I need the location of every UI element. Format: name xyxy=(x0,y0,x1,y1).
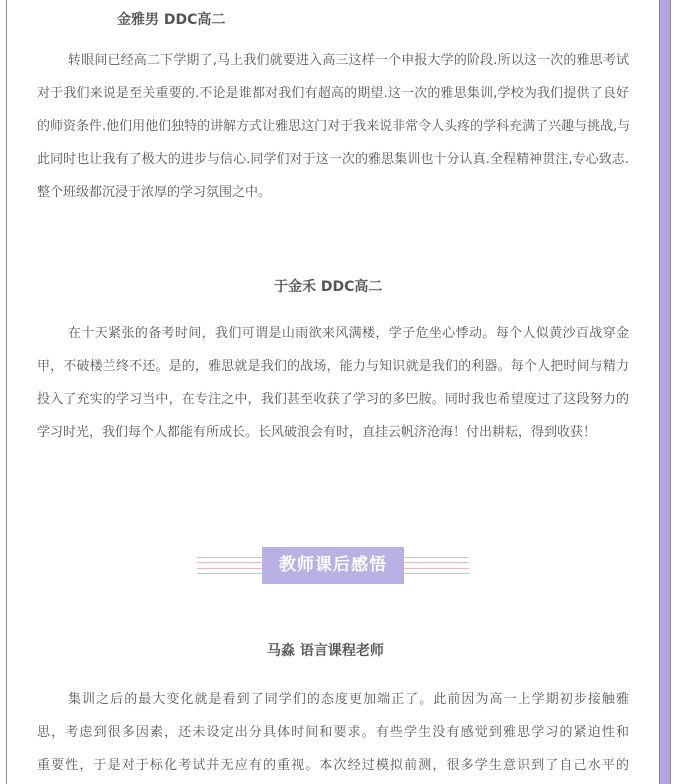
teacher-reflection xyxy=(37,683,629,782)
paragraph-line: 对于我们来说是至关重要的.不论是谁都对我们有超高的期望.这一次的雅思集训,学校为我们提供了良好 xyxy=(37,86,629,101)
teacher-section-banner xyxy=(197,547,469,584)
student-testimonial-1 xyxy=(37,44,629,209)
paragraph-line: 集训之后的最大变化就是看到了同学们的态度更加端正了。此前因为高一上学期初步接触雅 xyxy=(68,692,629,707)
student-testimonial-2 xyxy=(37,317,629,449)
teacher-heading: 马淼 语言课程老师 xyxy=(267,643,384,659)
paragraph-line: 投入了充实的学习当中，在专注之中，我们甚至收获了学习的多巴胺。同时我也希望度过了这段努力的 xyxy=(37,392,629,407)
paragraph-line: 学习时光，我们每个人都能有所成长。长风破浪会有时，直挂云帆济沧海！付出耕耘，得到收获！ xyxy=(37,425,597,440)
paragraph-line: 此同时也让我有了极大的进步与信心.同学们对于这一次的雅思集训也十分认真.全程精神贯注,专心致志. xyxy=(37,152,629,167)
paragraph-line: 在十天紧张的备考时间，我们可谓是山雨欲来风满楼，学子危坐心悸动。每个人似黄沙百战穿金 xyxy=(68,326,629,341)
paragraph-line: 甲，不破楼兰终不还。是的，雅思就是我们的战场，能力与知识就是我们的利器。每个人把时间与精力 xyxy=(37,359,629,374)
paragraph-line: 重要性，于是对于标化考试并无应有的重视。本次经过模拟前测，很多学生意识到了自己水平的 xyxy=(37,758,629,773)
paragraph-line: 转眼间已经高二下学期了,马上我们就要进入高三这样一个申报大学的阶段.所以这一次的雅思考试 xyxy=(68,53,629,68)
side-accent-bar xyxy=(660,0,671,784)
paragraph-line: 整个班级都沉浸于浓厚的学习氛围之中。 xyxy=(37,185,272,200)
student-heading-1: 金雅男 DDC高二 xyxy=(117,12,226,28)
paragraph-line: 思，考虑到很多因素，还未设定出分具体时间和要求。有些学生没有感觉到雅思学习的紧迫性和 xyxy=(37,725,629,740)
paragraph-line: 的师资条件.他们用他们独特的讲解方式让雅思这门对于我来说非常令人头疼的学科充满了兴趣与挑战,与 xyxy=(37,119,631,134)
student-heading-2: 于金禾 DDC高二 xyxy=(274,279,383,295)
banner-title: 教师课后感悟 xyxy=(262,547,404,584)
